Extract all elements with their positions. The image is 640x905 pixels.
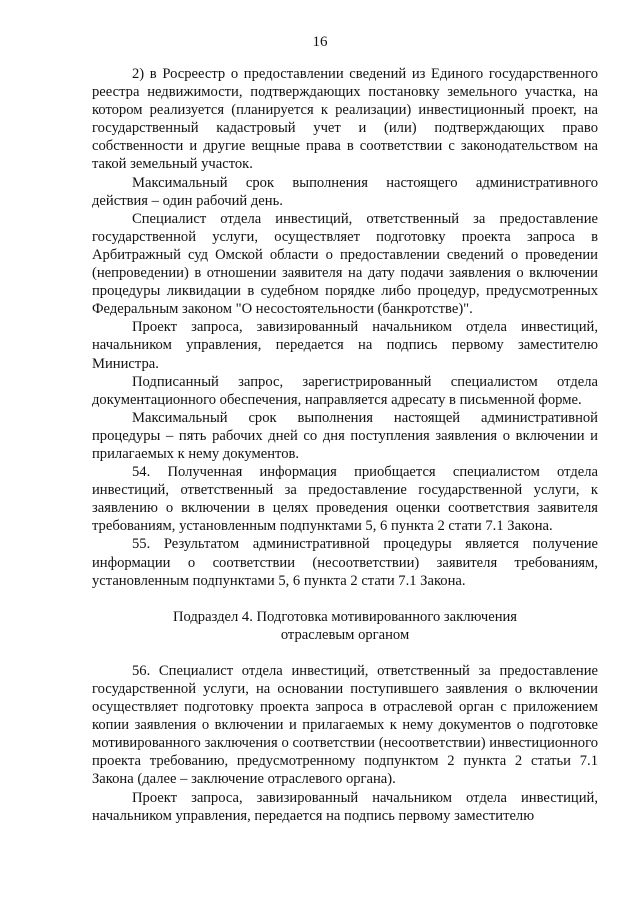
- page-number: 16: [312, 34, 328, 50]
- paragraph: Проект запроса, завизированный начальником отдела инвестиций, начальником управления, передается на подпись первому заместителю Министра.: [92, 319, 598, 372]
- paragraph: 55. Результатом административной процедуры является получение информации о соответствии (несоответствии) заявителя требованиям, установленным подпунктами 5, 6 пункта 2 стати 7.1 Закона.: [92, 536, 598, 589]
- paragraph: Проект запроса, завизированный начальником отдела инвестиций, начальником управления, передается на подпись первому заместителю: [92, 789, 598, 824]
- paragraph: Подписанный запрос, зарегистрированный специалистом отдела документационного обеспечения, направляется адресату в письменной форме.: [92, 373, 598, 408]
- subsection-heading-line-2: отраслевым органом: [280, 626, 410, 643]
- paragraph: Максимальный срок выполнения настоящей административной процедуры – пять рабочих дней со дня поступления заявления о включении и прилагаемых к нему документов.: [92, 409, 598, 462]
- document-body: [92, 65, 598, 825]
- paragraph: 54. Полученная информация приобщается специалистом отдела инвестиций, ответственный за предоставление государственной услуги, к заявлению о включении в целях проведения оценки соответствия заявителя требованиям, установленным подпунктами 5, 6 пункта 2 стати 7.1 Закона.: [92, 464, 598, 535]
- subsection-heading: [92, 608, 598, 644]
- paragraph: Максимальный срок выполнения настоящего административного действия – один рабочий день.: [92, 174, 598, 209]
- paragraph: 56. Специалист отдела инвестиций, ответственный за предоставление государственной услуги, на основании поступившего заявления о включении осуществляет подготовку проекта запроса в отраслевой орган с приложением копии заявления о включении и прилагаемых к нему документов о подготовке мотивированного заключения о соответствии (несоответствии) инвестиционного проекта требованию, предусмотренному подпунктом 2 пункта 2 статьи 7.1 Закона (далее – заключение отраслевого органа).: [92, 662, 598, 788]
- paragraph: 2) в Росреестр о предоставлении сведений из Единого государственного реестра недвижимости, подтверждающих постановку земельного участка, на котором реализуется (планируется к реализации) инвестиционный проект, на государственный кадастровый учет и (или) подтверждающих право собственности и другие вещные права в соответствии с законодательством на такой земельный участок.: [92, 66, 598, 173]
- subsection-heading-line-1: Подраздел 4. Подготовка мотивированного заключения: [172, 608, 518, 625]
- paragraph: Специалист отдела инвестиций, ответственный за предоставление государственной услуги, осуществляет подготовку проекта запроса в Арбитражный суд Омской области о предоставлении сведений о проведении (непроведении) в отношении заявителя на дату подачи заявления о включении процедуры ликвидации в судебном порядке либо процедур, предусмотренных Федеральным законом "О несостоятельности (банкротстве)".: [92, 210, 598, 318]
